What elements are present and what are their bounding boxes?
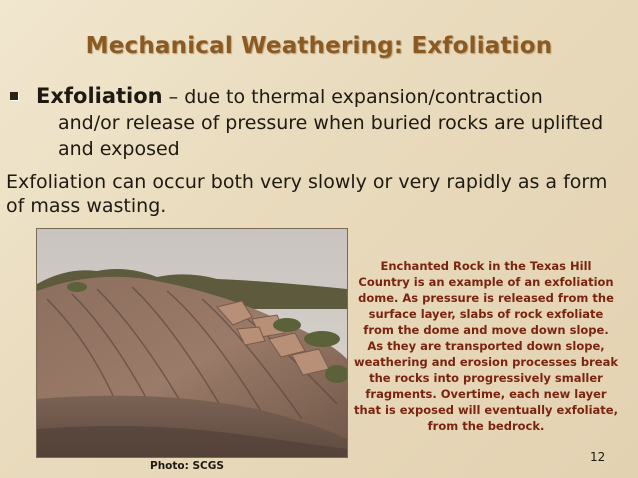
- bullet-line-2: and/or release of pressure when buried rocks are uplifted: [58, 112, 604, 134]
- photo-credit: Photo: SCGS: [150, 460, 224, 472]
- photo-caption: Enchanted Rock in the Texas Hill Country is an example of an exfoliation dome. As pressure is released from the surface layer, slabs of rock exfoliate from the dome and move down slope. As they are transported down slope, weathering and erosion processes break the rocks into progressively smaller fragments. Overtime, each new layer that is exposed will eventually exfoliate, from the bedrock.: [354, 259, 619, 433]
- bullet-definition: – due to thermal expansion/contraction: [162, 86, 543, 108]
- exfoliation-dome-photo: [36, 228, 348, 458]
- bullet-point: [36, 83, 626, 162]
- body-paragraph: Exfoliation can occur both very slowly or very rapidly as a form of mass wasting.: [6, 171, 608, 217]
- square-bullet-icon: [10, 92, 18, 100]
- bullet-line-3: and exposed: [58, 138, 180, 160]
- slide-title: Mechanical Weathering: Exfoliation: [85, 33, 553, 59]
- slide-number: 12: [590, 450, 606, 464]
- bullet-term: Exfoliation: [36, 84, 163, 108]
